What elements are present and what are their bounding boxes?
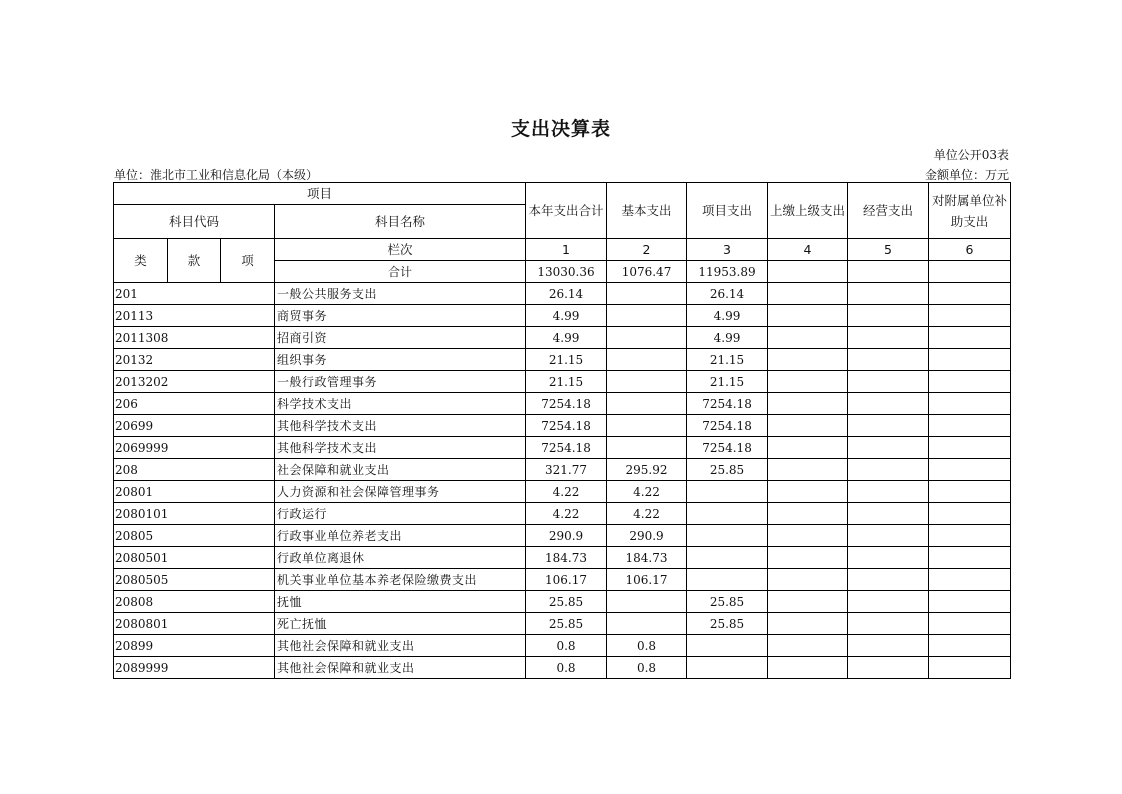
business-cell (848, 525, 929, 547)
business-cell (848, 635, 929, 657)
table-row (114, 349, 1011, 371)
total-basic: 1076.47 (607, 261, 687, 283)
total-business (848, 261, 929, 283)
total-cell: 26.14 (526, 283, 607, 305)
business-cell (848, 569, 929, 591)
code-cell: 20808 (114, 591, 275, 613)
table-row (114, 613, 1011, 635)
upper-cell (768, 481, 848, 503)
code-cell: 2089999 (114, 657, 275, 679)
subsidy-cell (929, 547, 1011, 569)
code-cell: 20801 (114, 481, 275, 503)
basic-cell (607, 349, 687, 371)
business-cell (848, 415, 929, 437)
basic-cell (607, 371, 687, 393)
upper-cell (768, 635, 848, 657)
unit-label: 单位：淮北市工业和信息化局（本级） (114, 168, 319, 182)
col-number: 1 (526, 239, 607, 261)
code-cell: 2080101 (114, 503, 275, 525)
header-xiang: 项 (221, 239, 275, 283)
code-cell: 206 (114, 393, 275, 415)
total-cell: 25.85 (526, 591, 607, 613)
basic-cell (607, 393, 687, 415)
upper-cell (768, 591, 848, 613)
total-sum: 13030.36 (526, 261, 607, 283)
project-cell: 7254.18 (687, 393, 768, 415)
code-cell: 20113 (114, 305, 275, 327)
header-basic: 基本支出 (607, 183, 687, 239)
total-cell: 0.8 (526, 635, 607, 657)
project-cell (687, 481, 768, 503)
table-row (114, 591, 1011, 613)
basic-cell: 0.8 (607, 635, 687, 657)
project-cell: 7254.18 (687, 437, 768, 459)
table-row (114, 459, 1011, 481)
subsidy-cell (929, 349, 1011, 371)
upper-cell (768, 459, 848, 481)
name-cell: 组织事务 (275, 349, 526, 371)
code-cell: 2069999 (114, 437, 275, 459)
business-cell (848, 547, 929, 569)
total-cell: 4.99 (526, 327, 607, 349)
table-row (114, 547, 1011, 569)
project-cell: 25.85 (687, 591, 768, 613)
total-cell: 106.17 (526, 569, 607, 591)
name-cell: 科学技术支出 (275, 393, 526, 415)
table-row (114, 327, 1011, 349)
upper-cell (768, 613, 848, 635)
business-cell (848, 591, 929, 613)
upper-cell (768, 283, 848, 305)
total-project: 11953.89 (687, 261, 768, 283)
business-cell (848, 657, 929, 679)
project-cell: 7254.18 (687, 415, 768, 437)
name-cell: 其他科学技术支出 (275, 415, 526, 437)
table-row (114, 305, 1011, 327)
basic-cell (607, 437, 687, 459)
total-cell: 21.15 (526, 371, 607, 393)
basic-cell: 0.8 (607, 657, 687, 679)
upper-cell (768, 393, 848, 415)
subsidy-cell (929, 459, 1011, 481)
header-code: 科目代码 (114, 205, 275, 239)
basic-cell: 290.9 (607, 525, 687, 547)
table-row (114, 415, 1011, 437)
project-cell: 25.85 (687, 459, 768, 481)
upper-cell (768, 305, 848, 327)
total-cell: 290.9 (526, 525, 607, 547)
basic-cell (607, 327, 687, 349)
header-subsidy: 对附属单位补助支出 (929, 183, 1011, 239)
subsidy-cell (929, 657, 1011, 679)
project-cell (687, 635, 768, 657)
name-cell: 招商引资 (275, 327, 526, 349)
name-cell: 行政单位离退休 (275, 547, 526, 569)
project-cell: 21.15 (687, 371, 768, 393)
name-cell: 其他科学技术支出 (275, 437, 526, 459)
code-cell: 2011308 (114, 327, 275, 349)
basic-cell (607, 305, 687, 327)
header-kuan: 款 (168, 239, 221, 283)
code-cell: 2080801 (114, 613, 275, 635)
business-cell (848, 481, 929, 503)
header-project: 项目支出 (687, 183, 768, 239)
table-row (114, 525, 1011, 547)
business-cell (848, 327, 929, 349)
code-cell: 20699 (114, 415, 275, 437)
project-cell: 4.99 (687, 305, 768, 327)
upper-cell (768, 657, 848, 679)
business-cell (848, 349, 929, 371)
total-cell: 4.22 (526, 503, 607, 525)
total-upper (768, 261, 848, 283)
table-row (114, 393, 1011, 415)
name-cell: 行政运行 (275, 503, 526, 525)
total-cell: 0.8 (526, 657, 607, 679)
header-upper: 上缴上级支出 (768, 183, 848, 239)
col-number: 3 (687, 239, 768, 261)
project-cell (687, 569, 768, 591)
basic-cell: 184.73 (607, 547, 687, 569)
name-cell: 商贸事务 (275, 305, 526, 327)
business-cell (848, 613, 929, 635)
basic-cell: 106.17 (607, 569, 687, 591)
name-cell: 抚恤 (275, 591, 526, 613)
subsidy-cell (929, 393, 1011, 415)
table-row (114, 283, 1011, 305)
upper-cell (768, 415, 848, 437)
business-cell (848, 393, 929, 415)
subsidy-cell (929, 591, 1011, 613)
total-cell: 21.15 (526, 349, 607, 371)
project-cell: 26.14 (687, 283, 768, 305)
expenditure-table (113, 182, 1011, 679)
total-cell: 25.85 (526, 613, 607, 635)
upper-cell (768, 547, 848, 569)
header-name: 科目名称 (275, 205, 526, 239)
upper-cell (768, 569, 848, 591)
subsidy-cell (929, 635, 1011, 657)
subsidy-cell (929, 503, 1011, 525)
subsidy-cell (929, 437, 1011, 459)
header-column-label: 栏次 (275, 239, 526, 261)
subsidy-cell (929, 613, 1011, 635)
subsidy-cell (929, 283, 1011, 305)
name-cell: 行政事业单位养老支出 (275, 525, 526, 547)
code-cell: 201 (114, 283, 275, 305)
upper-cell (768, 525, 848, 547)
upper-cell (768, 437, 848, 459)
total-cell: 7254.18 (526, 415, 607, 437)
code-cell: 20132 (114, 349, 275, 371)
name-cell: 机关事业单位基本养老保险缴费支出 (275, 569, 526, 591)
col-number: 5 (848, 239, 929, 261)
col-number: 4 (768, 239, 848, 261)
table-row (114, 371, 1011, 393)
basic-cell (607, 591, 687, 613)
subsidy-cell (929, 305, 1011, 327)
table-body (114, 283, 1011, 679)
col-number: 2 (607, 239, 687, 261)
subsidy-cell (929, 569, 1011, 591)
total-subsidy (929, 261, 1011, 283)
code-cell: 20805 (114, 525, 275, 547)
basic-cell: 4.22 (607, 503, 687, 525)
business-cell (848, 459, 929, 481)
business-cell (848, 437, 929, 459)
upper-cell (768, 327, 848, 349)
project-cell: 21.15 (687, 349, 768, 371)
upper-cell (768, 503, 848, 525)
total-cell: 7254.18 (526, 437, 607, 459)
total-label: 合计 (275, 261, 526, 283)
project-cell (687, 657, 768, 679)
name-cell: 一般公共服务支出 (275, 283, 526, 305)
header-total: 本年支出合计 (526, 183, 607, 239)
basic-cell: 295.92 (607, 459, 687, 481)
code-cell: 20899 (114, 635, 275, 657)
page-title: 支出决算表 (510, 118, 611, 140)
table-row (114, 657, 1011, 679)
total-cell: 4.99 (526, 305, 607, 327)
project-cell: 25.85 (687, 613, 768, 635)
subsidy-cell (929, 327, 1011, 349)
subsidy-cell (929, 525, 1011, 547)
name-cell: 一般行政管理事务 (275, 371, 526, 393)
total-cell: 7254.18 (526, 393, 607, 415)
total-cell: 4.22 (526, 481, 607, 503)
basic-cell: 4.22 (607, 481, 687, 503)
table-row (114, 569, 1011, 591)
upper-cell (768, 371, 848, 393)
currency-unit: 金额单位：万元 (924, 168, 1009, 182)
upper-cell (768, 349, 848, 371)
name-cell: 其他社会保障和就业支出 (275, 657, 526, 679)
subsidy-cell (929, 371, 1011, 393)
table-row (114, 635, 1011, 657)
project-cell (687, 503, 768, 525)
code-cell: 2080501 (114, 547, 275, 569)
name-cell: 社会保障和就业支出 (275, 459, 526, 481)
project-cell (687, 525, 768, 547)
table-row (114, 481, 1011, 503)
subsidy-cell (929, 415, 1011, 437)
code-cell: 2080505 (114, 569, 275, 591)
name-cell: 死亡抚恤 (275, 613, 526, 635)
col-number: 6 (929, 239, 1011, 261)
basic-cell (607, 415, 687, 437)
business-cell (848, 371, 929, 393)
basic-cell (607, 283, 687, 305)
business-cell (848, 305, 929, 327)
name-cell: 其他社会保障和就业支出 (275, 635, 526, 657)
header-lei: 类 (114, 239, 168, 283)
project-cell (687, 547, 768, 569)
code-cell: 2013202 (114, 371, 275, 393)
name-cell: 人力资源和社会保障管理事务 (275, 481, 526, 503)
table-row (114, 503, 1011, 525)
basic-cell (607, 613, 687, 635)
form-code: 单位公开03表 (933, 148, 1009, 162)
business-cell (848, 283, 929, 305)
project-cell: 4.99 (687, 327, 768, 349)
business-cell (848, 503, 929, 525)
header-business: 经营支出 (848, 183, 929, 239)
total-cell: 321.77 (526, 459, 607, 481)
code-cell: 208 (114, 459, 275, 481)
table-row (114, 437, 1011, 459)
total-cell: 184.73 (526, 547, 607, 569)
header-item: 项目 (114, 183, 526, 205)
subsidy-cell (929, 481, 1011, 503)
